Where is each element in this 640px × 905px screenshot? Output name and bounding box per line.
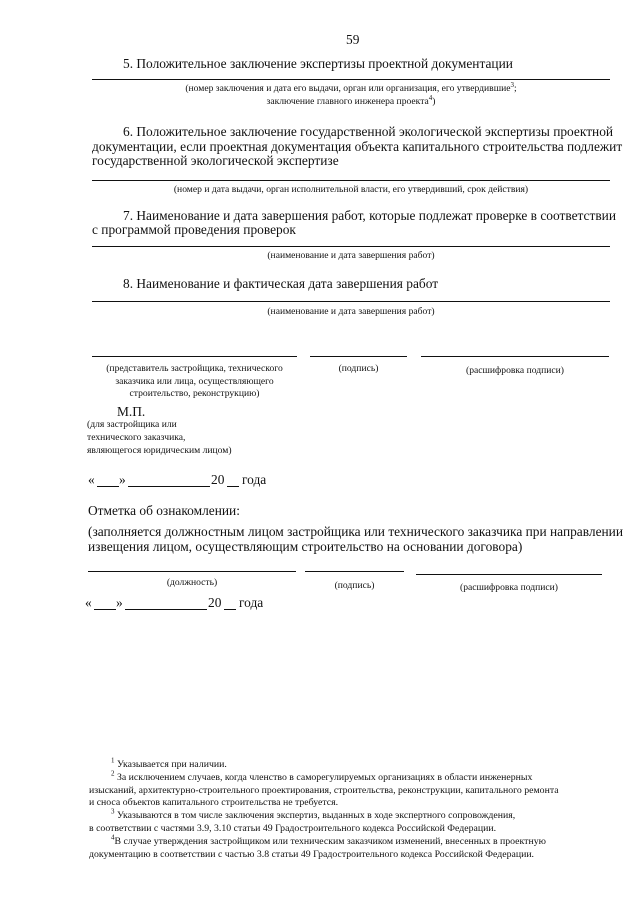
date-2-year-line bbox=[224, 609, 236, 610]
section-5-title: 5. Положительное заключение экспертизы проектной документации bbox=[123, 56, 513, 71]
representative-line bbox=[92, 356, 297, 357]
page-number: 59 bbox=[346, 32, 360, 47]
section-5-fill-line bbox=[92, 79, 610, 80]
section-6-fill-line bbox=[92, 180, 610, 181]
footnote-4-line-1: $^4$В случае утверждения застройщиком или техническим заказчиком изменений, внесенных в проектную bbox=[111, 833, 546, 847]
date-1-month-line bbox=[128, 486, 210, 487]
decoding-line-2 bbox=[416, 574, 602, 575]
footnote-2-line-1: $^2$ За исключением случаев, когда членство в саморегулируемых организациях в области инженерных bbox=[111, 769, 533, 783]
date-1-century: 20 bbox=[211, 472, 225, 487]
date-2-open-quote: « bbox=[85, 595, 92, 610]
date-1-year-line bbox=[227, 486, 239, 487]
date-field-1 bbox=[88, 472, 288, 490]
signature-caption-1: (подпись) bbox=[338, 363, 379, 374]
position-line bbox=[88, 571, 296, 572]
date-2-close-quote: » bbox=[116, 595, 123, 610]
representative-caption-2: заказчика или лица, осуществляющего bbox=[115, 376, 274, 387]
footnote-3-line-1: $^3$ Указываются в том числе заключения экспертиз, выданных в ходе экспертного сопровождения, bbox=[111, 807, 516, 821]
section-7-line-1: 7. Наименование и дата завершения работ, которые подлежат проверке в соответствии bbox=[123, 208, 617, 223]
representative-caption-3: строительство, реконструкцию) bbox=[129, 388, 260, 399]
position-caption: (должность) bbox=[166, 577, 218, 588]
decoding-line-1 bbox=[421, 356, 609, 357]
section-6-line-3: государственной экологической экспертизе bbox=[92, 153, 339, 168]
section-8-fill-line bbox=[92, 301, 610, 302]
section-7-caption: (наименование и дата завершения работ) bbox=[267, 250, 435, 261]
decoding-caption-2: (расшифровка подписи) bbox=[460, 582, 558, 593]
date-1-open-quote: « bbox=[88, 472, 95, 487]
date-2-month-line bbox=[125, 609, 207, 610]
footnote-3-line-2: в соответствии с частями 3.9, 3.10 статьи 49 Градостроительного кодекса Российской Федерации. bbox=[89, 823, 497, 834]
section-8-caption: (наименование и дата завершения работ) bbox=[267, 306, 435, 317]
date-1-year-word: года bbox=[242, 472, 267, 487]
footnote-2-line-2: изысканий, архитектурно-строительного проектирования, строительства, реконструкции, капитального ремонта bbox=[89, 785, 559, 796]
ack-title: Отметка об ознакомлении: bbox=[88, 503, 240, 518]
section-6-caption: (номер и дата выдачи, орган исполнительной власти, его утвердивший, срок действия) bbox=[173, 184, 529, 195]
footnote-4-line-2: документацию в соответствии с частью 3.8 статьи 49 Градостроительного кодекса Российской Федерации. bbox=[89, 849, 535, 860]
signature-caption-2: (подпись) bbox=[334, 580, 375, 591]
ack-line-1: (заполняется должностным лицом застройщика или технического заказчика при направлении bbox=[88, 524, 624, 539]
section-7-fill-line bbox=[92, 246, 610, 247]
section-6-line-2: документации, если проектная документация объекта капитального строительства подлежит bbox=[92, 139, 623, 154]
date-2-day-line bbox=[94, 609, 116, 610]
seal-note-1: (для застройщика или bbox=[87, 419, 177, 430]
section-5-caption-2: заключение главного инженера проекта$^4$) bbox=[266, 93, 436, 107]
date-2-century: 20 bbox=[208, 595, 222, 610]
seal-mp: М.П. bbox=[117, 404, 146, 419]
date-1-day-line bbox=[97, 486, 119, 487]
section-5-caption-1: (номер заключения и дата его выдачи, орган или организация, его утвердившие$^3$; bbox=[185, 80, 517, 94]
ack-line-2: извещения лицом, осуществляющим строительство на основании договора) bbox=[88, 539, 523, 554]
signature-line-1 bbox=[310, 356, 407, 357]
section-7-line-2: с программой проведения проверок bbox=[92, 222, 296, 237]
section-8-title: 8. Наименование и фактическая дата завершения работ bbox=[123, 276, 439, 291]
representative-caption-1: (представитель застройщика, технического bbox=[106, 363, 283, 374]
footnote-2-line-3: и сноса объектов капитального строительства не требуется. bbox=[89, 797, 339, 808]
footnote-1: $^1$ Указывается при наличии. bbox=[111, 756, 227, 770]
date-2-year-word: года bbox=[239, 595, 264, 610]
section-6-line-1: 6. Положительное заключение государственной экологической экспертизы проектной bbox=[123, 124, 614, 139]
decoding-caption-1: (расшифровка подписи) bbox=[466, 365, 564, 376]
date-field-2 bbox=[85, 595, 285, 613]
date-1-close-quote: » bbox=[119, 472, 126, 487]
seal-note-3: являющегося юридическим лицом) bbox=[87, 445, 232, 456]
signature-line-2 bbox=[305, 571, 404, 572]
seal-note-2: технического заказчика, bbox=[87, 432, 186, 443]
